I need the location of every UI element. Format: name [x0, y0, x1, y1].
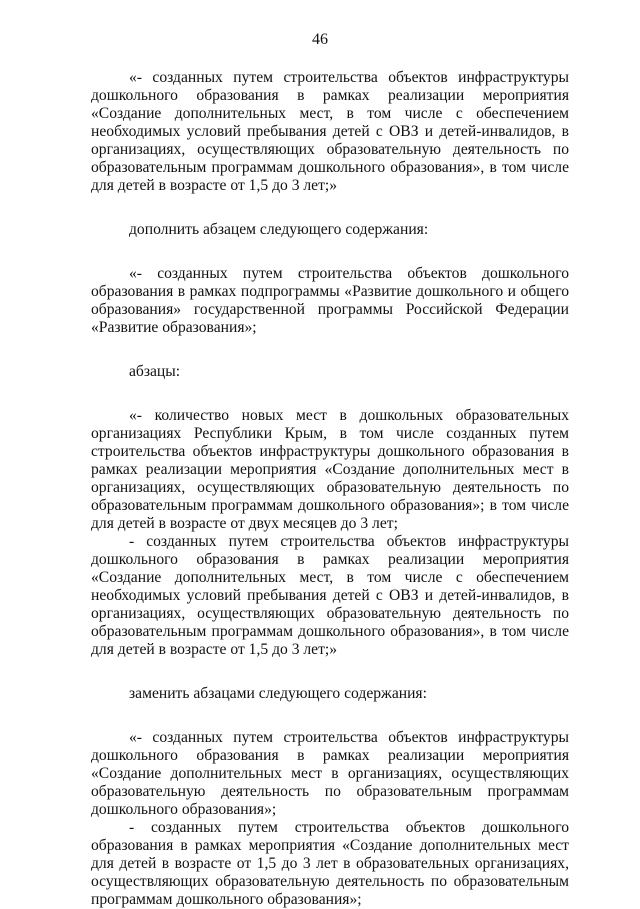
paragraph-created-subprogram: «- созданных путем строительства объектов дошкольного образования в рамках подпрограммы «Развитие дошкольного и общего образования» государственной программы Российской Федерации «Развитие образования»; [91, 265, 569, 336]
paragraph-created-infrastructure: «- созданных путем строительства объектов инфраструктуры дошкольного образования в рамках реализации мероприятия «Создание дополнительных мест, в том числе с обеспечением необходимых условий пребывания детей с ОВЗ и детей-инвалидов, в организациях, осуществляющих образовательную деятельность по образовательным программам дошкольного образования», в том числе для детей в возрасте от 1,5 до 3 лет;» [91, 69, 569, 194]
paragraph-created-ovz: - созданных путем строительства объектов инфраструктуры дошкольного образования в рамках реализации мероприятия «Создание дополнительных мест, в том числе с обеспечением необходимых условий пребывания детей с ОВЗ и детей-инвалидов, в организациях, осуществляющих образовательную деятельность по образовательным программам дошкольного образования», в том числе для детей в возрасте от 1,5 до 3 лет;» [91, 533, 569, 658]
document-body [91, 69, 569, 909]
paragraph-created-age-1-5-3: - созданных путем строительства объектов дошкольного образования в рамках мероприятия «Создание дополнительных мест для детей в возрасте от 1,5 до 3 лет в образовательных организациях, осуществляющих образовательную деятельность по образовательным программам дошкольного образования»; [91, 819, 569, 908]
paragraph-supplement-instruction: дополнить абзацем следующего содержания: [129, 221, 429, 238]
paragraph-abzacy-heading: абзацы: [129, 363, 181, 380]
paragraph-created-additional-places: «- созданных путем строительства объектов инфраструктуры дошкольного образования в рамках реализации мероприятия «Создание дополнительных мест в организациях, осуществляющих образовательную деятельность по образовательным программам дошкольного образования»; [91, 729, 569, 818]
page-number: 46 [312, 31, 328, 48]
paragraph-new-places-count: «- количество новых мест в дошкольных образовательных организациях Республики Крым, в том числе созданных путем строительства объектов инфраструктуры дошкольного образования в рамках реализации мероприятия «Создание дополнительных мест в организациях, осуществляющих образовательную деятельность по образовательным программам дошкольного образования»; в том числе для детей в возрасте от двух месяцев до 3 лет; [91, 407, 569, 532]
paragraph-replace-instruction: заменить абзацами следующего содержания: [129, 685, 427, 702]
